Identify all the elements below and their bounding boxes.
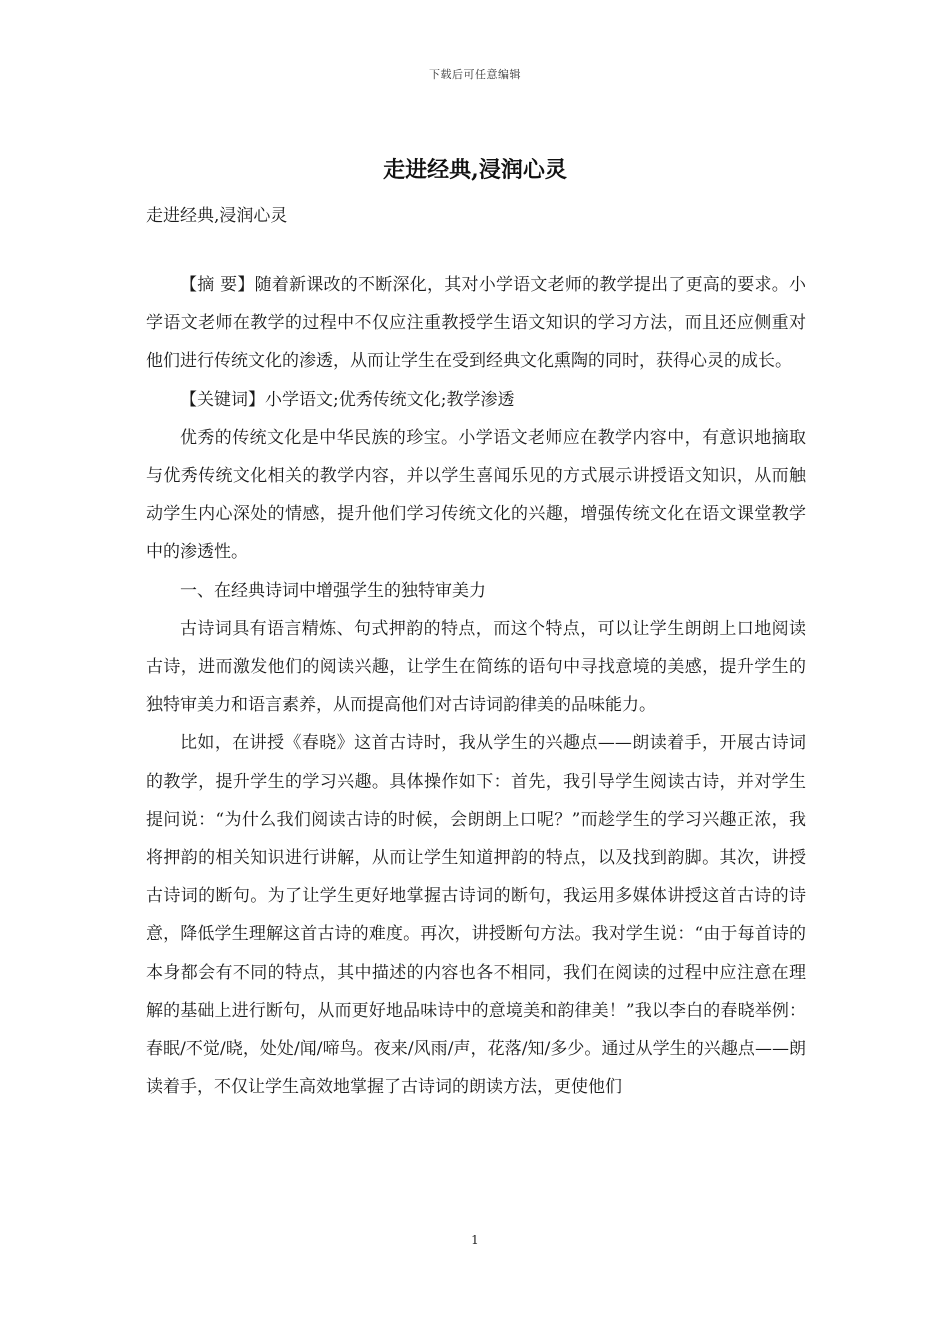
document-subtitle: 走进经典,浸润心灵 [146, 206, 288, 226]
keywords-paragraph: 【关键词】小学语文;优秀传统文化;教学渗透 [180, 389, 515, 410]
intro-paragraph: 优秀的传统文化是中华民族的珍宝。小学语文老师应在教学内容中，有意识地摘取与优秀传统文化相关的教学内容，并以学生喜闻乐见的方式展示讲授语文知识，从而触动学生内心深处的情感，提升他们学习传统文化的兴趣，增强传统文化在语文课堂教学中的渗透性。 [146, 427, 806, 563]
page-number: 1 [471, 1233, 479, 1247]
section-heading-1: 一、在经典诗词中增强学生的独特审美力 [180, 580, 486, 601]
body-paragraph: 古诗词具有语言精炼、句式押韵的特点，而这个特点，可以让学生朗朗上口地阅读古诗，进而激发他们的阅读兴趣，让学生在简练的语句中寻找意境的美感，提升学生的独特审美力和语言素养，从而提高他们对古诗词韵律美的品味能力。 [146, 618, 806, 716]
document-body [146, 266, 806, 1106]
document-title: 走进经典,浸润心灵 [383, 157, 567, 183]
header-note: 下载后可任意编辑 [429, 68, 521, 81]
abstract-paragraph: 【摘 要】随着新课改的不断深化，其对小学语文老师的教学提出了更高的要求。小学语文老师在教学的过程中不仅应注重教授学生语文知识的学习方法，而且还应侧重对他们进行传统文化的渗透，从而让学生在受到经典文化熏陶的同时，获得心灵的成长。 [146, 275, 806, 372]
body-paragraph: 比如，在讲授《春晓》这首古诗时，我从学生的兴趣点——朗读着手，开展古诗词的教学，提升学生的学习兴趣。具体操作如下：首先，我引导学生阅读古诗，并对学生提问说：“为什么我们阅读古诗的时候，会朗朗上口呢？”而趁学生的学习兴趣正浓，我将押韵的相关知识进行讲解，从而让学生知道押韵的特点，以及找到韵脚。其次，讲授古诗词的断句。为了让学生更好地掌握古诗词的断句，我运用多媒体讲授这首古诗的诗意，降低学生理解这首古诗的难度。再次，讲授断句方法。我对学生说：“由于每首诗的本身都会有不同的特点，其中描述的内容也各不相同，我们在阅读的过程中应注意在理解的基础上进行断句，从而更好地品味诗中的意境美和韵律美！”我以李白的春晓举例：春眠/不觉/晓，处处/闻/啼鸟。夜来/风雨/声，花落/知/多少。通过从学生的兴趣点——朗读着手，不仅让学生高效地掌握了古诗词的朗读方法，更使他们 [146, 733, 806, 1098]
